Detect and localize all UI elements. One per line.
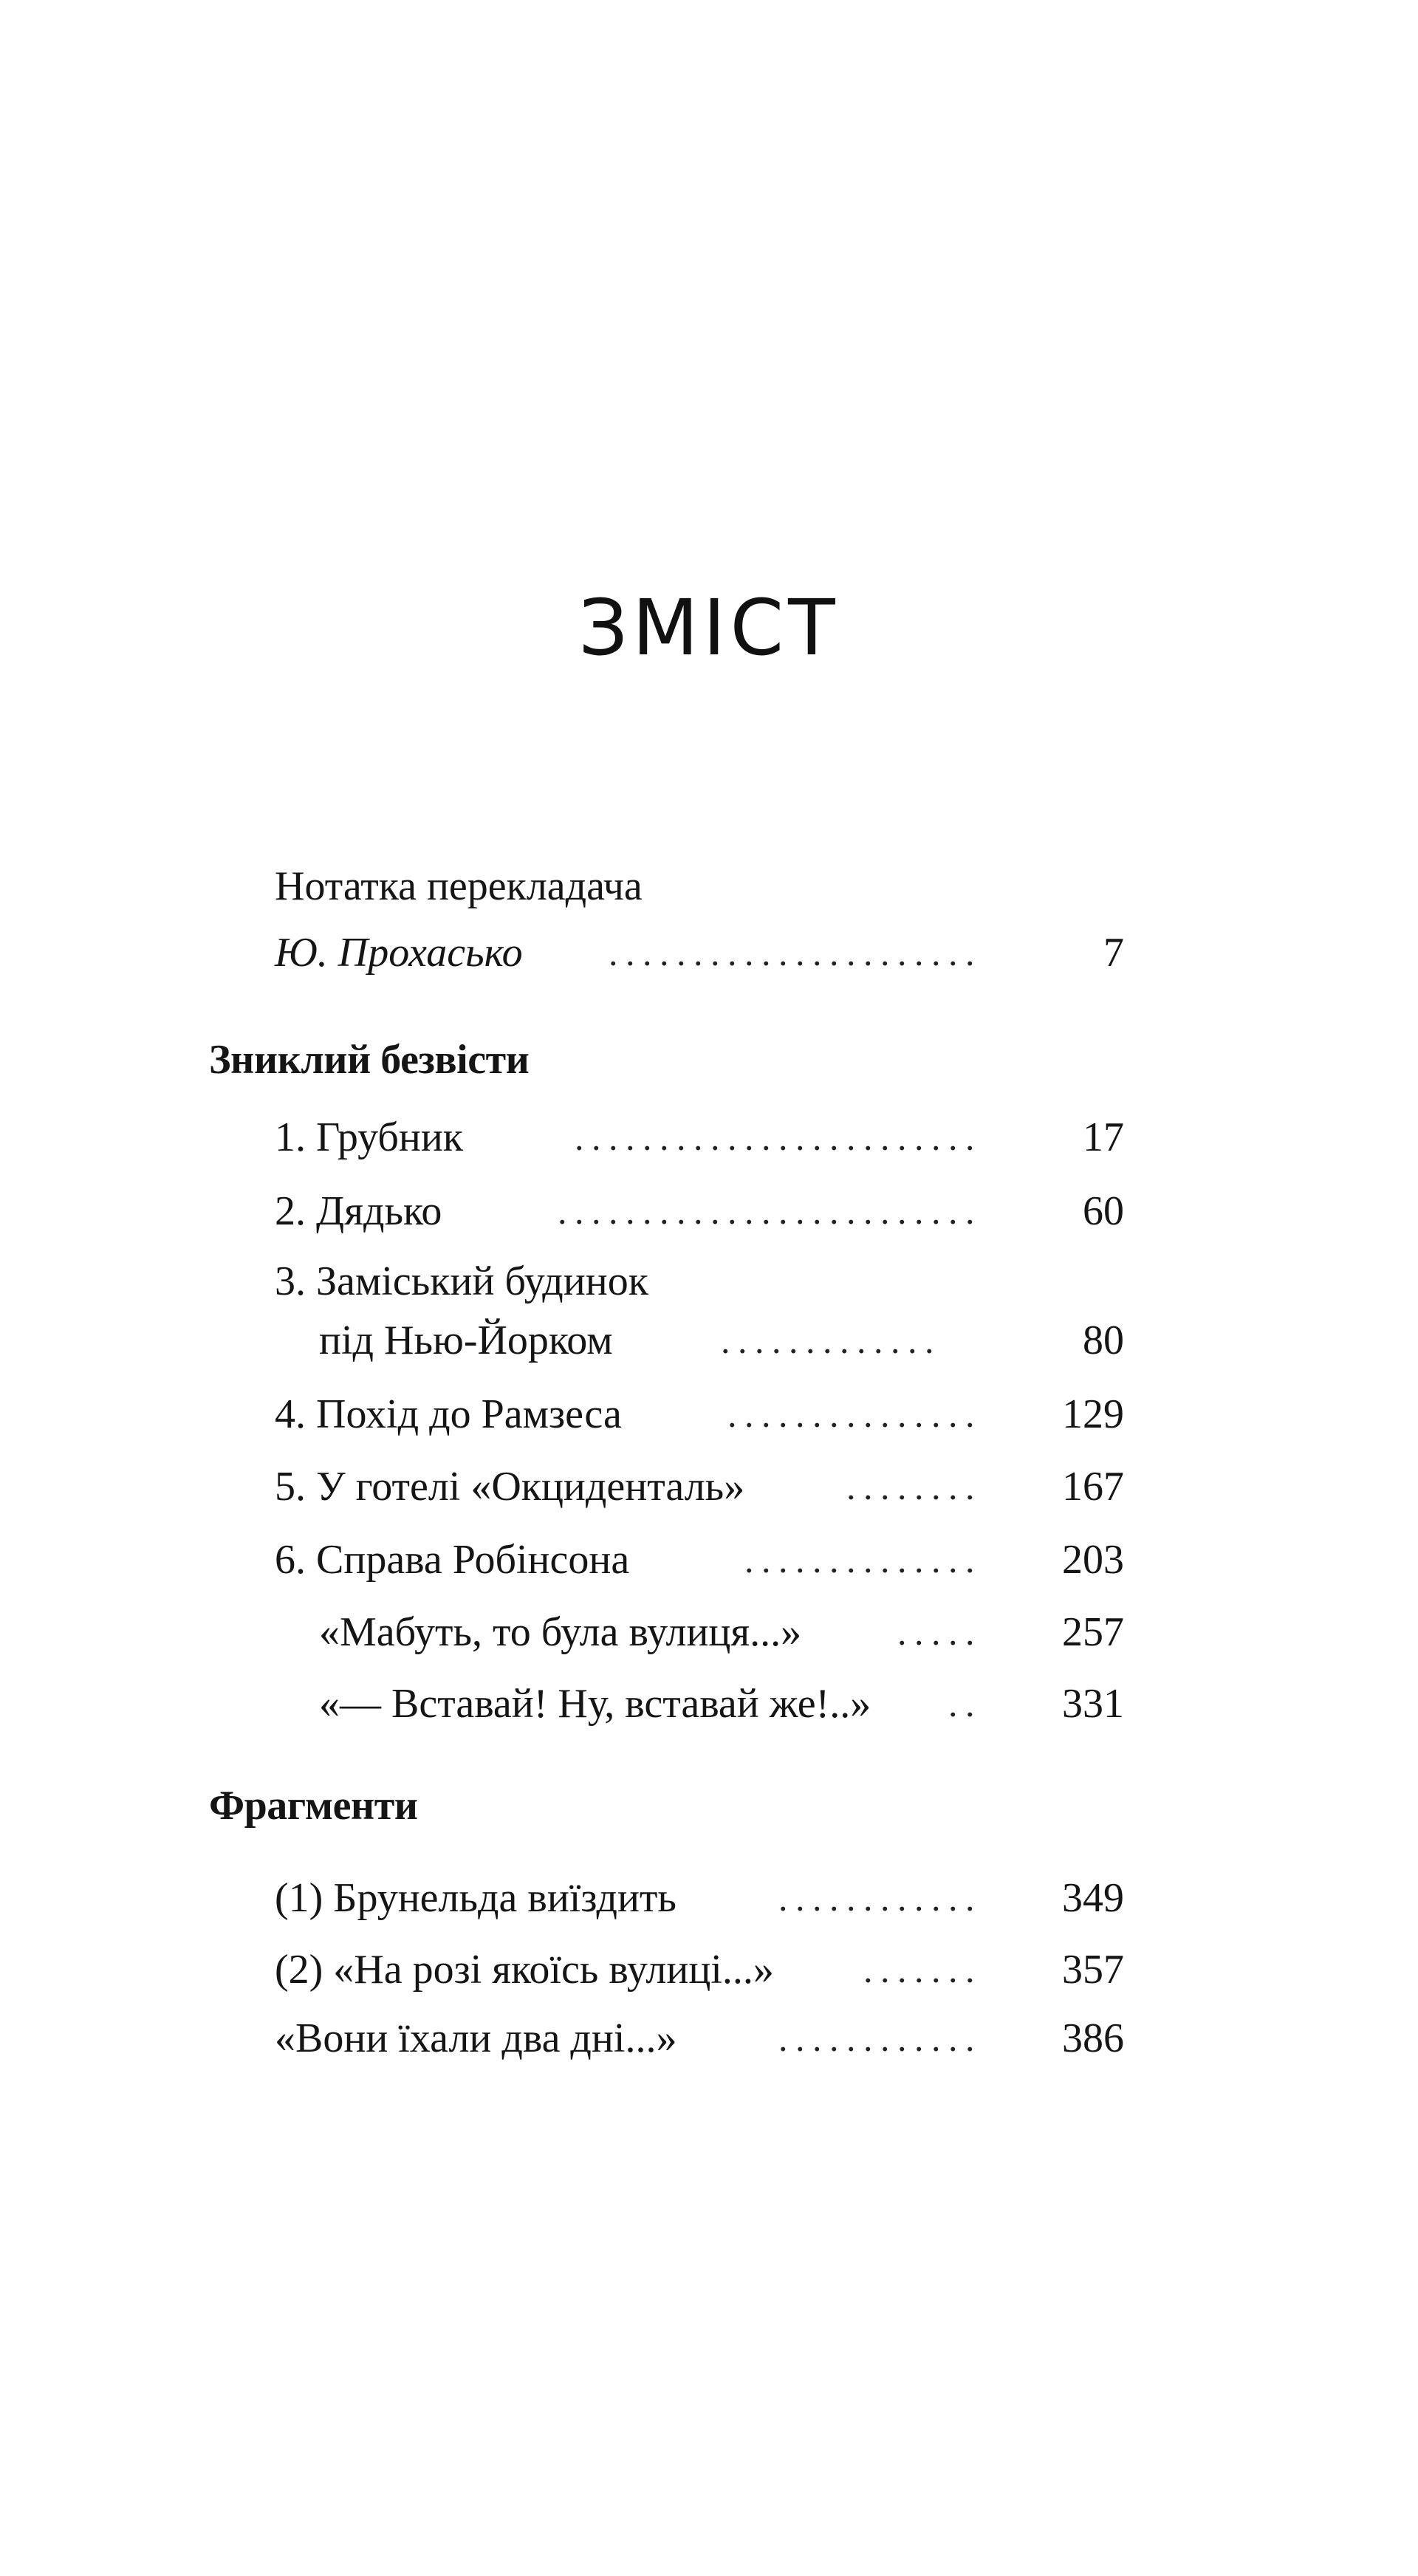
section-heading-missing: Зниклий безвісти	[209, 1037, 530, 1083]
toc-entry-translator-author[interactable]	[0, 927, 1418, 979]
section-heading-fragments: Фрагменти	[209, 1783, 418, 1829]
toc-entry[interactable]	[0, 1185, 1418, 1237]
dot-leader: ...............	[727, 1394, 982, 1435]
toc-entry[interactable]	[0, 1461, 1418, 1513]
toc-page-number: 203	[1062, 1537, 1124, 1583]
toc-page-number: 349	[1062, 1875, 1124, 1921]
toc-page-number: 129	[1062, 1391, 1124, 1437]
dot-leader: ........	[846, 1466, 982, 1507]
toc-page-number: 17	[1083, 1114, 1124, 1160]
toc-entry[interactable]	[0, 1256, 1418, 1307]
toc-entry-author: Ю. Прохасько	[275, 930, 523, 976]
dot-leader: ............	[778, 1877, 982, 1919]
page-title: ЗМІСТ	[578, 582, 840, 673]
toc-page-number: 80	[1083, 1318, 1124, 1363]
toc-page-number: 7	[1103, 930, 1124, 976]
toc-page-number: 257	[1062, 1609, 1124, 1655]
toc-entry-label: «Мабуть, то була вулиця...»	[319, 1609, 802, 1655]
toc-entry[interactable]	[0, 1944, 1418, 1996]
toc-entry-label: «— Вставай! Ну, вставай же!..»	[319, 1681, 871, 1727]
toc-entry-label: (2) «На розі якоїсь вулиці...»	[275, 1947, 774, 1993]
toc-entry-label: 6. Справа Робінсона	[275, 1537, 630, 1583]
dot-leader: .........................	[558, 1191, 982, 1232]
toc-entry-label: 3. Заміський будинок	[275, 1258, 648, 1304]
toc-entry-continuation[interactable]	[0, 1315, 1418, 1366]
toc-entry[interactable]	[0, 1388, 1418, 1440]
toc-page-number: 167	[1062, 1464, 1124, 1510]
toc-page-number: 60	[1083, 1188, 1124, 1234]
toc-entry-translator-note[interactable]	[0, 860, 1418, 912]
toc-page-number: 331	[1062, 1681, 1124, 1727]
toc-entry[interactable]	[0, 1872, 1418, 1924]
dot-leader: .....	[897, 1611, 982, 1653]
toc-entry-label: 5. У готелі «Окциденталь»	[275, 1464, 745, 1510]
dot-leader: ......................	[609, 932, 982, 973]
toc-entry[interactable]	[0, 1606, 1418, 1658]
toc-entry[interactable]	[0, 1111, 1418, 1163]
dot-leader: ............	[778, 2018, 982, 2059]
toc-entry-label: 4. Похід до Рамзеса	[275, 1391, 622, 1437]
toc-entry-label: (1) Брунельда виїздить	[275, 1875, 677, 1921]
dot-leader: ........................	[575, 1117, 982, 1158]
toc-entry[interactable]	[0, 2012, 1418, 2064]
dot-leader: .............	[721, 1320, 942, 1361]
dot-leader: ..............	[744, 1539, 982, 1580]
toc-entry[interactable]	[0, 1534, 1418, 1586]
dot-leader: ..	[948, 1683, 982, 1724]
toc-entry-label: 1. Грубник	[275, 1114, 464, 1160]
toc-entry-label: «Вони їхали два дні...»	[275, 2015, 677, 2061]
toc-page-number: 357	[1062, 1947, 1124, 1993]
toc-entry-label: Нотатка перекладача	[275, 863, 643, 909]
dot-leader: .......	[863, 1949, 982, 1990]
toc-entry-label-continued: під Нью-Йорком	[319, 1318, 613, 1363]
toc-entry[interactable]	[0, 1678, 1418, 1730]
toc-page-number: 386	[1062, 2015, 1124, 2061]
toc-entry-label: 2. Дядько	[275, 1188, 442, 1234]
